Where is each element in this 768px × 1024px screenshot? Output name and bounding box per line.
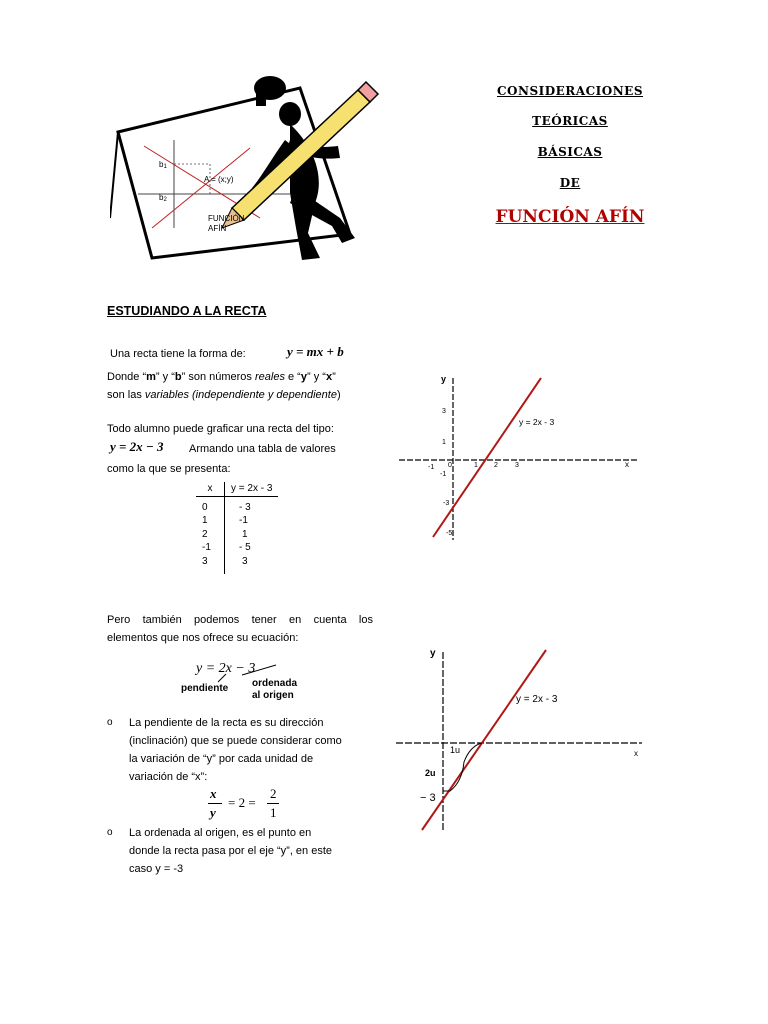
graph-2 — [390, 642, 652, 834]
table-row: 1 -1 — [196, 514, 278, 528]
slope-frac-den: 1 — [270, 805, 277, 820]
table-text: Armando una tabla de valores — [189, 443, 336, 455]
graph1-x-tick: 2 — [494, 462, 498, 469]
graph1-x-tick: -1 — [428, 464, 435, 471]
value-table — [196, 482, 278, 574]
graph1-y-tick: -3 — [443, 500, 450, 507]
graph1-y-tick: 3 — [442, 408, 446, 415]
graph2-y-axis-label: y — [430, 648, 436, 659]
graph-1 — [395, 370, 645, 545]
bullet-marker: o — [107, 827, 113, 838]
pendiente-label: pendiente — [181, 683, 229, 694]
graph2-unit-x: 1u — [450, 745, 461, 755]
caption-funcion: FUNCIÓN — [208, 214, 245, 223]
elements-paragraph-line1: Pero también podemos tener en cuenta los — [107, 614, 373, 626]
elements-paragraph-line2: elementos que nos ofrece su ecuación: — [107, 632, 299, 644]
slope-equals: = 2 = — [228, 795, 256, 810]
graph1-line — [433, 378, 541, 537]
title-line-2: TEÓRICAS — [532, 114, 608, 128]
equation: y = 2x − 3 — [196, 661, 256, 676]
where-line: Donde “m” y “b” son números reales e “y” y “x” — [107, 371, 336, 383]
slope-frac-num: 2 — [270, 786, 277, 801]
table-row: 2 1 — [196, 528, 278, 542]
graph2-x-axis-label: x — [634, 749, 638, 758]
form-text: Una recta tiene la forma de: — [110, 348, 246, 360]
table-row: -1 - 5 — [196, 541, 278, 555]
graph1-y-tick: -1 — [440, 471, 447, 478]
b2-label: b2 — [159, 193, 167, 203]
title-line-3: BÁSICAS — [537, 145, 603, 159]
graph1-x-tick: 3 — [515, 462, 519, 469]
title-line-4: DE — [559, 176, 581, 190]
slope-formula — [208, 786, 298, 822]
graph2-intercept: − 3 — [420, 792, 436, 804]
section-heading: ESTUDIANDO A LA RECTA — [107, 304, 267, 318]
graph1-y-tick: 1 — [442, 439, 446, 446]
graph1-y-tick: -5 — [446, 530, 453, 537]
b1-label: b1 — [159, 160, 167, 170]
graph1-x-tick: 0 — [448, 462, 452, 469]
point-label: A = (x;y) — [204, 175, 234, 184]
slope-numerator: x — [210, 786, 217, 801]
ordenada-label: ordenada al origen — [252, 678, 298, 701]
graph1-line-label: y = 2x - 3 — [519, 417, 555, 427]
table-row: 3 3 — [196, 555, 278, 575]
graph1-x-axis-label: x — [625, 460, 629, 469]
graph2-line-label: y = 2x - 3 — [516, 694, 558, 705]
main-title: FUNCIÓN AFÍN — [495, 207, 645, 227]
graph2-unit-y: 2u — [425, 768, 436, 778]
table-row: 0 - 3 — [196, 496, 278, 514]
table-header-x: x — [196, 482, 225, 496]
example-formula: y = 2x − 3 — [110, 439, 164, 454]
slope-denominator: y — [210, 805, 216, 820]
function-drawing-illustration — [110, 68, 380, 268]
graph1-x-tick: 1 — [474, 462, 478, 469]
graph2-line — [422, 650, 546, 830]
form-formula: y = mx + b — [287, 344, 344, 359]
bullet-slope-text: La pendiente de la recta es su dirección (inclinación) que se puede considerar como la variación de “y” por cada unidad de variación de “x”: — [129, 717, 342, 783]
presenta-text: como la que se presenta: — [107, 463, 231, 475]
graph1-y-axis-label: y — [441, 374, 447, 384]
variables-line: son las variables (independiente y dependiente) — [107, 389, 341, 401]
bullet-marker: o — [107, 717, 113, 728]
bullet-intercept-text: La ordenada al origen, es el punto en donde la recta pasa por el eje “y”, en este caso y = -3 — [129, 827, 333, 875]
caption-afin: AFÍN — [208, 224, 227, 233]
table-header-y: y = 2x - 3 — [225, 482, 279, 496]
title-line-1: CONSIDERACIONES — [497, 84, 643, 98]
graph-text: Todo alumno puede graficar una recta del tipo: — [107, 423, 334, 435]
